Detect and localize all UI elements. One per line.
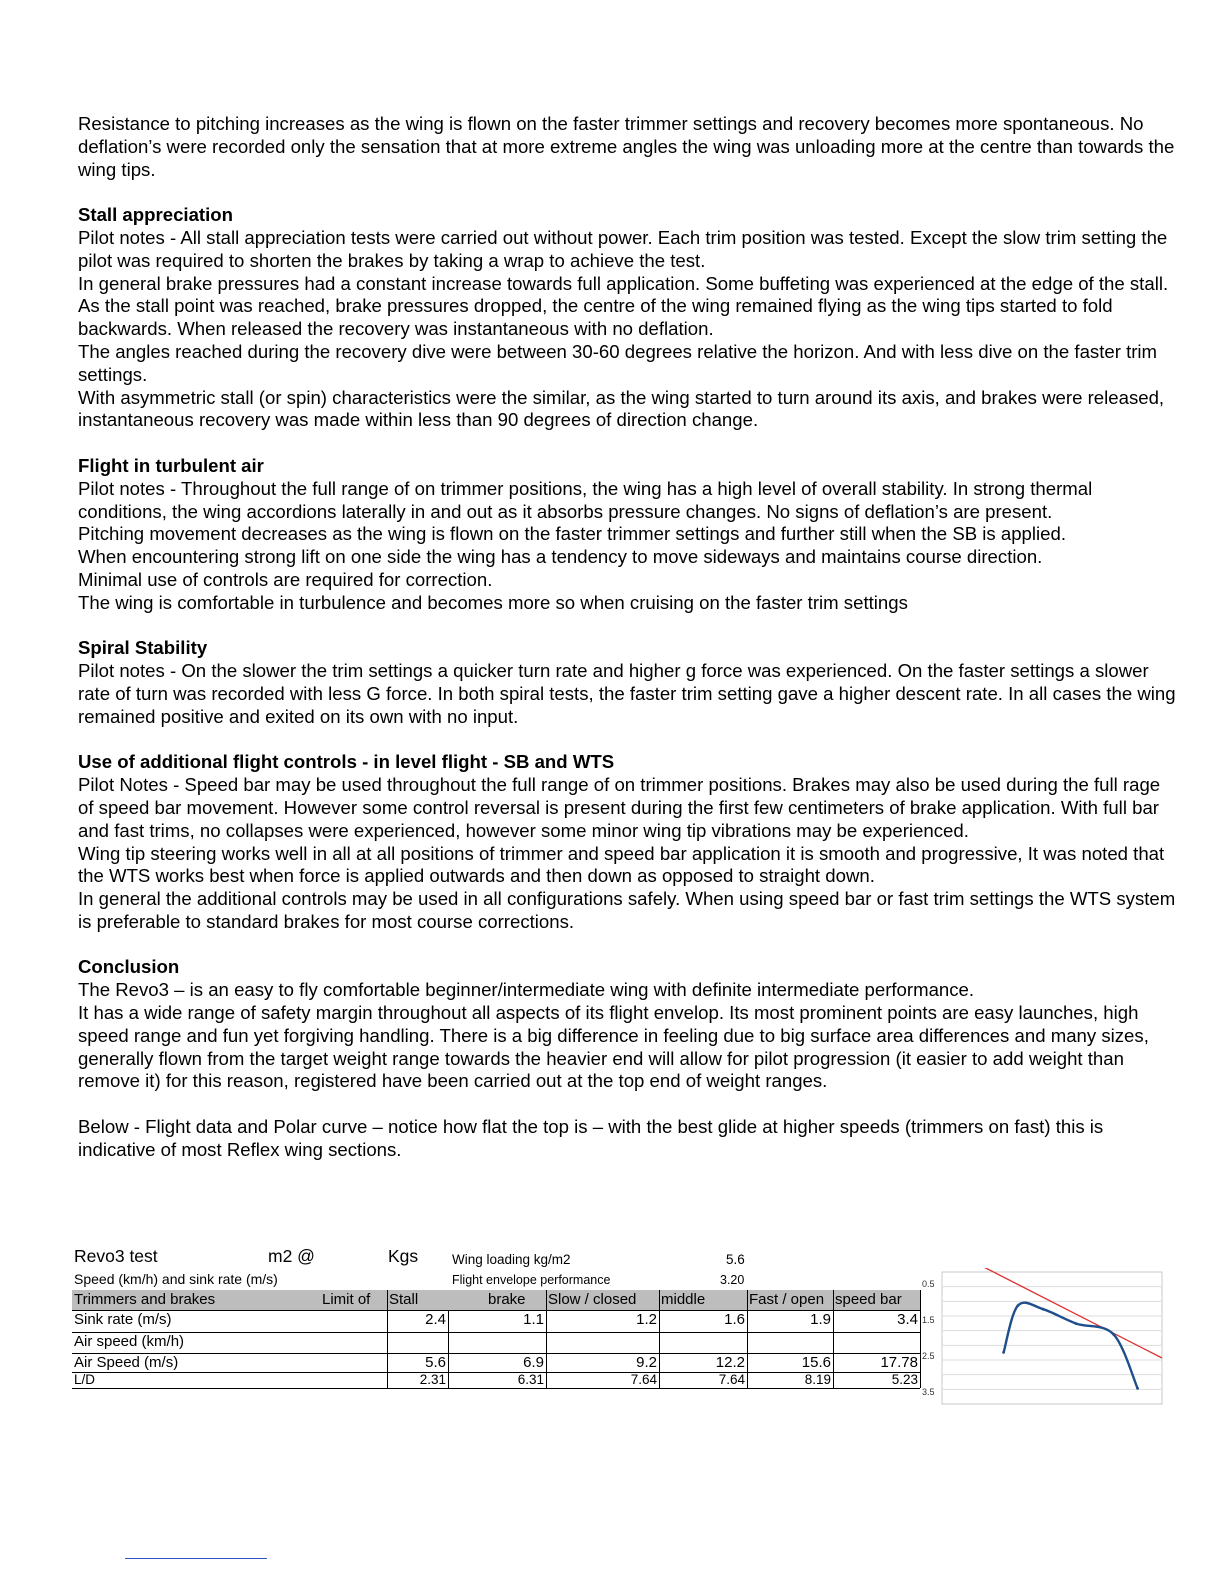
sheet-m2-label: m2 @ [268,1246,315,1266]
y-tick-label: 3.5 [922,1387,935,1397]
grid-line [72,1332,920,1333]
grid-line [72,1388,920,1389]
row-label-air-speed-kmh: Air speed (km/h) [74,1333,185,1350]
below-paragraph: Below - Flight data and Polar curve – notice how flat the top is – with the best glide at higher speeds (trimmers on fast) this is indicative of most Reflex wing sections. [78,1116,1104,1160]
polar-curve-chart [918,1268,1166,1410]
speed-stall: 5.6 [425,1354,446,1371]
speed-brake: 6.9 [523,1354,544,1371]
paragraph: The angles reached during the recovery dive were between 30-60 degrees relative the horizon. And with less dive on the faster trim settings. [78,340,1158,385]
paragraph: In general brake pressures had a constant increase towards full application. Some buffeting was experienced at the edge of the stall. As the stall point was reached, brake pressures dropped, the centre of the wing remained flying as the wing tips started to fold backwards. When released the recovery was instantaneous with no deflation. [78,272,1169,340]
section-heading: Stall appreciation [78,204,233,226]
header-speedbar: speed bar [835,1291,902,1308]
header-limit: Limit of [322,1291,371,1308]
row-label-ld: L/D [74,1372,96,1387]
wing-loading-value: 5.6 [726,1252,745,1267]
paragraph: With asymmetric stall (or spin) characteristics were the similar, as the wing started to turn around its axis, and brakes were released, instantaneous recovery was made within less than 90 degrees of direction change. [78,386,1165,431]
paragraph: It has a wide range of safety margin throughout all aspects of its flight envelop. Its most prominent points are easy launches, high speed range and fun yet forgiving handling. There is a big difference in feeling due to big surface area differences and many sizes, generally flown from the target weight range towards the heavier end will allow for pilot progression (it easier to add weight than remove it) for this reason, registered have been carried out at the top end of weight ranges. [78,1002,1149,1092]
paragraph: Pitching movement decreases as the wing is flown on the faster trimmer settings and further still when the SB is applied. [78,523,1067,545]
header-middle: middle [661,1291,706,1308]
section-additional-controls [78,751,1178,933]
polar-data-point [1042,1308,1045,1311]
paragraph: The Revo3 – is an easy to fly comfortable beginner/intermediate wing with definite intermediate performance. [78,979,975,1001]
speed-fast: 15.6 [801,1354,831,1371]
paragraph: When encountering strong lift on one side the wing has a tendency to move sideways and maintains course direction. [78,546,1043,568]
paragraph: Pilot notes - On the slower the trim settings a quicker turn rate and higher g force was experienced. On the faster settings a slower rate of turn was recorded with less G force. In both spiral tests, the faster trim setting gave a higher descent rate. In all cases the wing remained positive and exited on its own with no input. [78,660,1176,727]
wing-loading-label: Wing loading kg/m2 [452,1252,571,1267]
envelope-value: 3.20 [720,1273,745,1287]
ld-slow: 7.64 [630,1372,657,1387]
sink-slow: 1.2 [636,1311,657,1328]
signature-line [125,1558,267,1559]
ld-middle: 7.64 [718,1372,745,1387]
flight-data-sheet [72,1244,942,1394]
header-stall: Stall [389,1291,419,1308]
section-turbulent-air [78,455,1178,615]
speed-label: Speed (km/h) and sink rate (m/s) [74,1271,278,1287]
y-tick-label: 2.5 [922,1351,935,1361]
polar-data-point [1112,1333,1115,1336]
section-spiral-stability [78,637,1178,728]
section-heading: Use of additional flight controls - in level flight - SB and WTS [78,751,615,773]
y-tick-label: 0.5 [922,1279,935,1289]
ld-stall: 2.31 [419,1372,446,1387]
paragraph: Pilot Notes - Speed bar may be used throughout the full range of on trimmer positions. Brakes may also be used during the full rage of speed bar movement. However some control reversal is present during the first few centimeters of brake application. With full bar and fast trims, no collapses were experienced, however some minor wing tip vibrations may be experienced. [78,774,1161,841]
speed-speedbar: 17.78 [880,1354,918,1371]
ld-speedbar: 5.23 [891,1372,918,1387]
section-stall-appreciation [78,204,1178,432]
paragraph: The wing is comfortable in turbulence and becomes more so when cruising on the faster trim settings [78,591,908,613]
section-heading: Flight in turbulent air [78,454,264,476]
header-slow: Slow / closed [548,1291,637,1308]
header-brake: brake [488,1291,526,1308]
ld-fast: 8.19 [804,1372,831,1387]
sheet-kgs-label: Kgs [388,1246,419,1266]
header-row-label: Trimmers and brakes [74,1291,216,1308]
paragraph: Wing tip steering works well in all at all positions of trimmer and speed bar application it is smooth and progressive, It was noted that the WTS works best when force is applied outwards and then down as opposed to straight down. [78,842,1165,887]
document-body [78,113,1178,1162]
row-label-sink-rate: Sink rate (m/s) [74,1311,172,1328]
ld-brake: 6.31 [517,1372,544,1387]
sheet-title: Revo3 test [74,1246,158,1266]
paragraph: In general the additional controls may be used in all configurations safely. When using speed bar or fast trim settings the WTS system is preferable to standard brakes for most course corrections. [78,888,1176,932]
speed-slow: 9.2 [636,1354,657,1371]
polar-data-point [1136,1387,1139,1390]
sink-fast: 1.9 [810,1311,831,1328]
plot-frame [942,1272,1162,1404]
envelope-label: Flight envelope performance [452,1273,611,1287]
row-label-air-speed-ms: Air Speed (m/s) [74,1354,179,1371]
polar-data-point [1017,1304,1020,1307]
y-tick-label: 1.5 [922,1315,935,1325]
sink-speedbar: 3.4 [897,1311,918,1328]
polar-data-point [1002,1351,1005,1354]
sink-brake: 1.1 [523,1311,544,1328]
header-fast: Fast / open [749,1291,825,1308]
speed-middle: 12.2 [715,1354,745,1371]
section-heading: Spiral Stability [78,637,208,659]
section-conclusion [78,956,1178,1093]
sink-middle: 1.6 [724,1311,745,1328]
paragraph: Pilot notes - Throughout the full range of on trimmer positions, the wing has a high level of overall stability. In strong thermal conditions, the wing accordions laterally in and out as it absorbs pressure changes. No signs of deflation’s are present. [78,477,1093,522]
paragraph: Pilot notes - All stall appreciation tests were carried out without power. Each trim position was tested. Except the slow trim setting the pilot was required to shorten the brakes by taking a wrap to achieve the test. [78,226,1168,271]
polar-data-point [1075,1322,1078,1325]
section-heading: Conclusion [78,956,180,978]
paragraph: Minimal use of controls are required for correction. [78,568,493,590]
sink-stall: 2.4 [425,1311,446,1328]
intro-paragraph: Resistance to pitching increases as the wing is flown on the faster trimmer settings and recovery becomes more spontaneous. No deflation’s were recorded only the sensation that at more extreme angles the wing was unloading more at the centre than towards the wing tips. [78,113,1175,180]
